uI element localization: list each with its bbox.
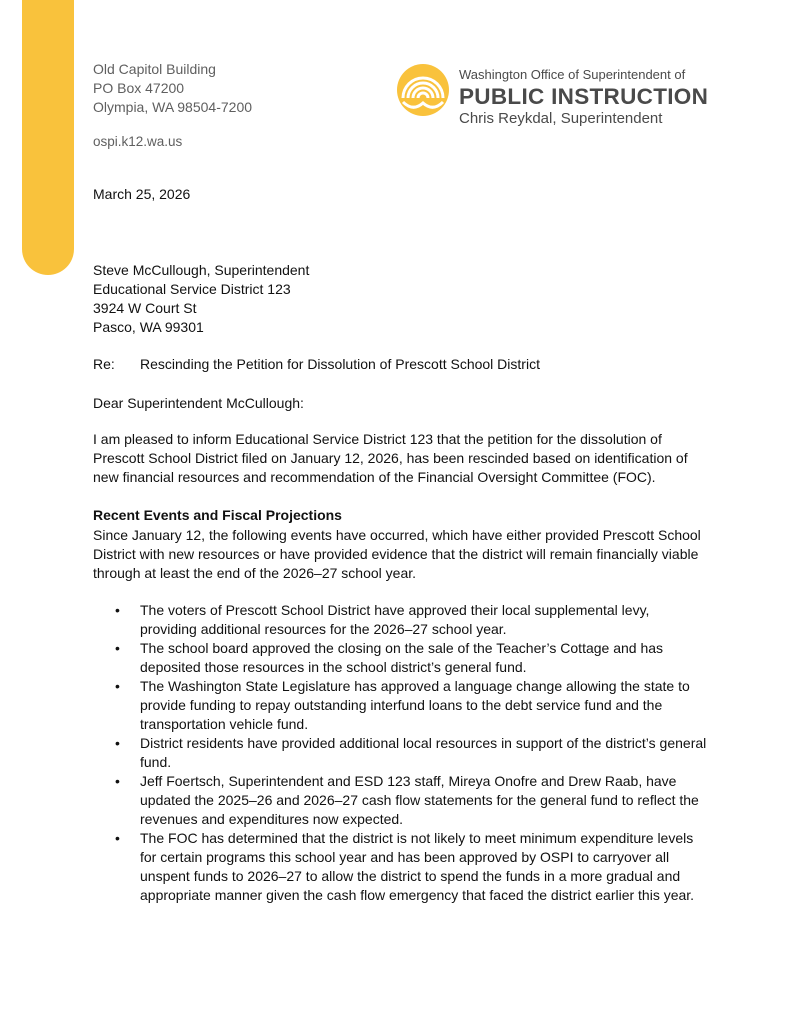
sender-address bbox=[93, 60, 252, 117]
intro-paragraph: I am pleased to inform Educational Service District 123 that the petition for the dissolution of Prescott School District filed on January 12, 2026, has been rescinded based on identification of new financial resources and recommendation of the Financial Oversight Committee (FOC). bbox=[93, 431, 688, 485]
salutation: Dear Superintendent McCullough: bbox=[93, 395, 304, 411]
subject-label: Re: bbox=[93, 356, 115, 372]
list-item bbox=[93, 829, 708, 905]
events-list bbox=[93, 601, 708, 905]
address-line: Olympia, WA 98504-7200 bbox=[93, 99, 253, 115]
list-item bbox=[93, 772, 708, 829]
org-name: PUBLIC INSTRUCTION bbox=[459, 84, 709, 109]
ospi-emblem-icon bbox=[395, 62, 451, 118]
subject-text: Rescinding the Petition for Dissolution of Prescott School District bbox=[140, 356, 540, 372]
superintendent-name: Chris Reykdal, Superintendent bbox=[459, 110, 663, 127]
bullet-icon: • bbox=[115, 678, 120, 694]
recipient-line: Steve McCullough, Superintendent bbox=[93, 262, 310, 278]
letter-date: March 25, 2026 bbox=[93, 186, 191, 202]
list-item-text: District residents have provided additional local resources in support of the district’s general fund. bbox=[140, 735, 707, 770]
bullet-icon: • bbox=[115, 640, 120, 656]
list-item bbox=[93, 639, 708, 677]
list-item bbox=[93, 601, 708, 639]
list-item-text: The Washington State Legislature has approved a language change allowing the state to provide funding to repay outstanding interfund loans to the debt service fund and the transportation vehicle fund. bbox=[140, 678, 690, 732]
list-item-text: Jeff Foertsch, Superintendent and ESD 123 staff, Mireya Onofre and Drew Raab, have updated the 2025–26 and 2026–27 cash flow statements for the general fund to reflect the revenues and expenditures now expected. bbox=[140, 773, 699, 827]
recipient-address bbox=[93, 261, 309, 337]
website-link[interactable]: ospi.k12.wa.us bbox=[93, 134, 183, 149]
list-item bbox=[93, 677, 708, 734]
list-item-text: The school board approved the closing on the sale of the Teacher’s Cottage and has deposited those resources in the school district’s general fund. bbox=[140, 640, 664, 675]
section-paragraph: Since January 12, the following events have occurred, which have either provided Prescott School District with new resources or have provided evidence that the district will remain financially viable through at least the end of the 2026–27 school year. bbox=[93, 527, 701, 581]
yellow-accent-bar bbox=[22, 0, 74, 275]
address-line: Old Capitol Building bbox=[93, 61, 216, 77]
bullet-icon: • bbox=[115, 830, 120, 846]
section-heading: Recent Events and Fiscal Projections bbox=[93, 507, 342, 523]
recipient-line: Educational Service District 123 bbox=[93, 281, 291, 297]
recipient-line: 3924 W Court St bbox=[93, 300, 197, 316]
ospi-logo bbox=[395, 62, 709, 132]
list-item-text: The voters of Prescott School District have approved their local supplemental levy, providing additional resources for the 2026–27 school year. bbox=[140, 602, 650, 637]
bullet-icon: • bbox=[115, 773, 120, 789]
recipient-line: Pasco, WA 99301 bbox=[93, 319, 204, 335]
list-item bbox=[93, 734, 708, 772]
address-line: PO Box 47200 bbox=[93, 80, 185, 96]
org-line: Washington Office of Superintendent of bbox=[459, 67, 686, 82]
subject-line bbox=[93, 356, 540, 372]
bullet-icon: • bbox=[115, 735, 120, 751]
bullet-icon: • bbox=[115, 602, 120, 618]
list-item-text: The FOC has determined that the district is not likely to meet minimum expenditure levels for certain programs this school year and has been approved by OSPI to carryover all unspent funds to 2026–27 to allow the district to spend the funds in a more gradual and appropriate manner given the cash flow emergency that faced the district earlier this year. bbox=[140, 830, 695, 903]
